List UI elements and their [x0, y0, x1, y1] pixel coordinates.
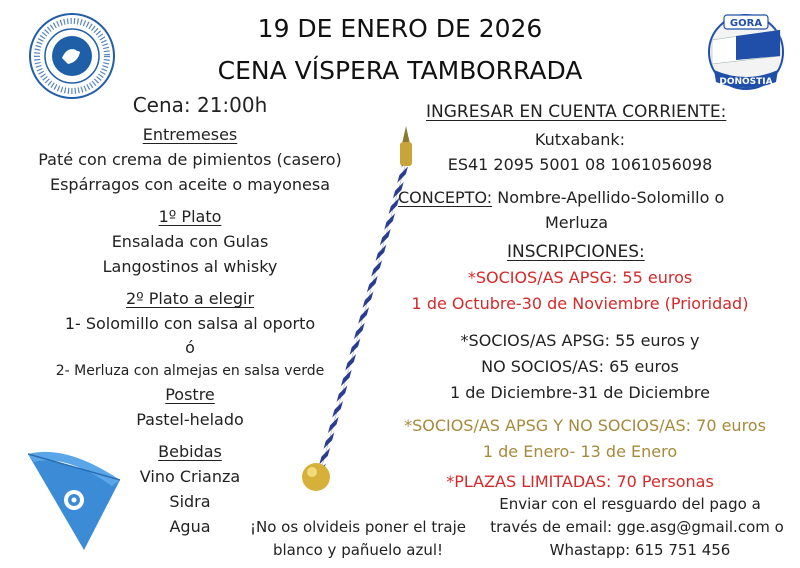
concept-text: Nombre-Apellido-Solomillo o: [492, 188, 725, 207]
reminder-line2: blanco y pañuelo azul!: [272, 541, 444, 559]
menu-item: Vino Crianza: [139, 467, 241, 486]
gora-text: GORA: [729, 18, 763, 29]
menu-item: Pastel-helado: [136, 410, 244, 429]
tier3-price: *SOCIOS/AS APSG Y NO SOCIOS/AS: 70 euros: [404, 416, 766, 435]
concept-text-cont: Merluza: [545, 213, 609, 232]
event-title: CENA VÍSPERA TAMBORRADA: [217, 56, 583, 85]
reminder-line1: ¡No os olvideis poner el traje: [250, 518, 466, 536]
association-seal-logo: [28, 12, 116, 100]
tier1-dates: 1 de Octubre-30 de Noviembre (Prioridad): [411, 294, 749, 313]
donostia-text: DONOSTIA: [719, 77, 773, 87]
tier2-dates: 1 de Diciembre-31 de Diciembre: [450, 383, 710, 402]
tier3-dates: 1 de Enero- 13 de Enero: [482, 442, 678, 461]
concept-label: CONCEPTO:: [398, 188, 493, 207]
blue-neckerchief-illustration: [26, 440, 126, 552]
registration-heading: INSCRIPCIONES:: [507, 242, 645, 262]
menu-item-or: ó: [185, 338, 195, 357]
tier2-line1: *SOCIOS/AS APSG: 55 euros y: [460, 331, 700, 350]
contact-whatsapp-line: Whastapp: 615 751 456: [549, 541, 731, 559]
menu-item: Espárragos con aceite o mayonesa: [49, 175, 330, 194]
contact-email-line: través de email: gge.asg@gmail.com o: [490, 518, 784, 536]
iban: ES41 2095 5001 08 1061056098: [447, 155, 713, 174]
menu-heading-first-course: 1º Plato: [158, 207, 222, 226]
concept-line: [398, 188, 724, 207]
menu-item: Ensalada con Gulas: [111, 232, 269, 251]
menu-item: Sidra: [169, 492, 211, 511]
menu-item: 2- Merluza con almejas en salsa verde: [55, 363, 325, 379]
menu-heading-drinks: Bebidas: [158, 442, 222, 461]
contact-line1: Enviar con el resguardo del pago a: [499, 495, 761, 513]
payment-heading: INGRESAR EN CUENTA CORRIENTE:: [426, 102, 727, 122]
menu-heading-dessert: Postre: [165, 385, 215, 404]
limited-places: *PLAZAS LIMITADAS: 70 Personas: [446, 472, 714, 491]
menu-heading-second-course: 2º Plato a elegir: [125, 289, 255, 308]
tier1-price: *SOCIOS/AS APSG: 55 euros: [467, 268, 693, 287]
menu-item: Langostinos al whisky: [102, 257, 278, 276]
menu-heading-entremeses: Entremeses: [142, 125, 238, 144]
dinner-time: Cena: 21:00h: [132, 93, 268, 117]
bank-name: Kutxabank:: [534, 130, 626, 149]
menu-item: Agua: [169, 517, 211, 536]
menu-item: 1- Solomillo con salsa al oporto: [64, 314, 316, 333]
event-date: 19 DE ENERO DE 2026: [257, 14, 543, 43]
tier2-line2: NO SOCIOS/AS: 65 euros: [481, 357, 679, 376]
menu-item: Paté con crema de pimientos (casero): [38, 150, 342, 169]
gora-donostia-logo: [706, 12, 786, 92]
